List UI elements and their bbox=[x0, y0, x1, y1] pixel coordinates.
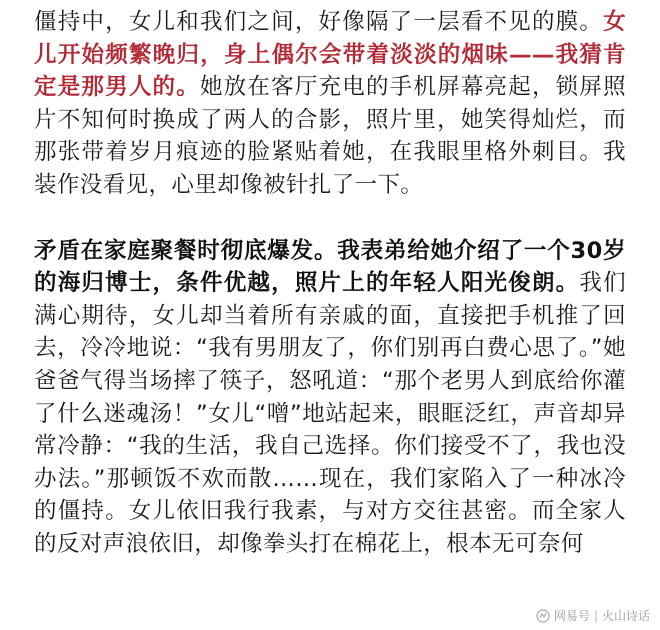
watermark-author: 火山诗话 bbox=[601, 609, 650, 623]
paragraph-1-lead: 僵持中，女儿和我们之间，好像隔了一层看不见的膜。 bbox=[34, 9, 604, 35]
paragraph-2-rest: 我们满心期待，女儿却当着所有亲戚的面，直接把手机推了回去，冷冷地说：“我有男朋友了，你们别再白费心思了。”她爸爸气得当场摔了筷子，怒吼道：“那个老男人到底给你灌了什么迷魂汤！”女儿“噌”地站起来，眼眶泛红，声音却异常冷静：“我的生活，我自己选择。你们接受不了，我也没办法。”那顿饭不欢而散……现在，我们家陷入了一种冰冷的僵持。女儿依旧我行我素，与对方交往甚密。而全家人的反对声浪依旧，却像拳头打在棉花上，根本无可奈何 bbox=[34, 270, 626, 557]
paragraph-1-rest: 她放在客厅充电的手机屏幕亮起，锁屏照片不知何时换成了两人的合影，照片里，她笑得灿烂，而那张带着岁月痕迹的脸紧贴着她，在我眼里格外刺目。我装作没看见，心里却像被针扎了一下。 bbox=[34, 74, 626, 198]
watermark-source: 网易号 bbox=[553, 609, 590, 623]
netease-logo-icon bbox=[536, 609, 550, 623]
watermark-separator: | bbox=[593, 608, 598, 623]
watermark bbox=[536, 607, 650, 624]
paragraph-1-highlight: 女儿开始频繁晚归，身上偶尔会带着淡淡的烟味——我猜肯定是那男人的。 bbox=[34, 9, 626, 101]
paragraph-2 bbox=[34, 235, 626, 561]
article-body bbox=[34, 6, 626, 561]
paragraph-2-bold: 矛盾在家庭聚餐时彻底爆发。我表弟给她介绍了一个30岁的海归博士，条件优越，照片上的年轻人阳光俊朗。 bbox=[34, 237, 626, 297]
paragraph-1 bbox=[34, 6, 626, 202]
